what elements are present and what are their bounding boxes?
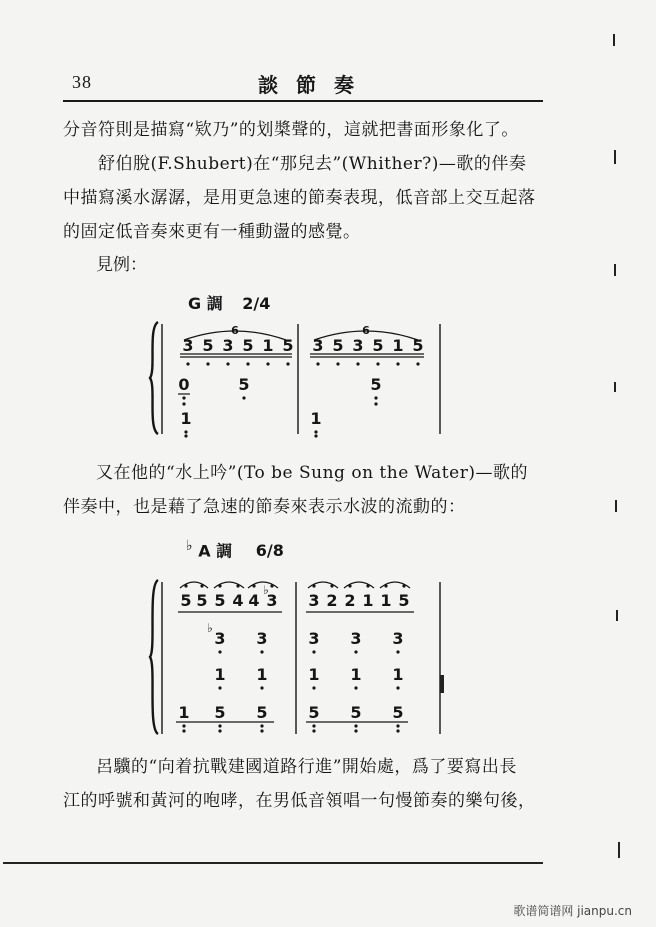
note: 5 xyxy=(282,336,294,355)
octave-dot xyxy=(260,724,263,727)
running-title: 談節奏 xyxy=(258,73,372,97)
octave-dot xyxy=(218,686,221,689)
note: 5 xyxy=(412,336,424,355)
paragraph-4 xyxy=(63,750,536,818)
site-watermark: 歌谱简谱网 jianpu.cn xyxy=(513,904,632,918)
note: 1 xyxy=(308,665,320,684)
paragraph-line: 中描寫溪水潺潺，是用更急速的節奏表現，低音部上交互起落 xyxy=(63,188,536,208)
note: 1 xyxy=(256,665,268,684)
note: 5 xyxy=(214,703,226,722)
octave-dot xyxy=(374,396,377,399)
scan-mark xyxy=(613,34,615,46)
note: 1 xyxy=(350,665,362,684)
octave-dot xyxy=(218,650,221,653)
note: 3 xyxy=(256,629,268,648)
system-brace xyxy=(150,322,158,434)
note: 1 xyxy=(392,665,404,684)
note: 4 xyxy=(248,591,260,610)
slur xyxy=(214,582,244,588)
paragraph-line: 舒伯脫(F.Shubert)在“那兒去”(Whither?)—歌的伴奏 xyxy=(98,154,527,174)
flat-sign: ♭ xyxy=(186,538,193,554)
time-signature: 2/4 xyxy=(242,294,271,313)
note: 3 xyxy=(392,629,404,648)
example-label: 見例： xyxy=(96,255,147,275)
octave-dot xyxy=(266,362,269,365)
notation-example-2 xyxy=(150,574,450,734)
note: 5 xyxy=(370,375,382,394)
paragraph-3 xyxy=(63,456,528,524)
octave-dot xyxy=(354,729,357,732)
note: 2 xyxy=(326,591,338,610)
octave-dot xyxy=(312,686,315,689)
note: 1 xyxy=(362,591,374,610)
slur xyxy=(180,582,208,588)
flat-sign: ♭ xyxy=(207,621,213,635)
tuplet-label: 6 xyxy=(231,324,239,337)
note: 5 xyxy=(242,336,254,355)
octave-dot xyxy=(336,362,339,365)
note: 5 xyxy=(350,703,362,722)
note: 5 xyxy=(332,336,344,355)
octave-dot xyxy=(312,650,315,653)
note: 3 xyxy=(182,336,194,355)
paragraph-line: 伴奏中，也是藉了急速的節奏來表示水波的流動的： xyxy=(63,497,466,517)
note: 3 xyxy=(266,591,278,610)
octave-dot xyxy=(312,724,315,727)
paragraph-line: 的固定低音奏來更有一種動盪的感覺。 xyxy=(63,222,361,242)
octave-dot xyxy=(182,724,185,727)
header-rule xyxy=(63,100,543,102)
scan-mark xyxy=(618,842,620,858)
octave-dot xyxy=(184,434,187,437)
note: 4 xyxy=(232,591,244,610)
octave-dot xyxy=(206,362,209,365)
note: 5 xyxy=(214,591,226,610)
note: 1 xyxy=(178,703,190,722)
note: 5 xyxy=(238,375,250,394)
note: 5 xyxy=(392,703,404,722)
note: 1 xyxy=(180,409,192,428)
octave-dot xyxy=(312,729,315,732)
octave-dot xyxy=(218,724,221,727)
note: 1 xyxy=(380,591,392,610)
note: 1 xyxy=(214,665,226,684)
octave-dot xyxy=(260,650,263,653)
note: 3 xyxy=(308,629,320,648)
octave-dot xyxy=(186,362,189,365)
note: 5 xyxy=(180,591,192,610)
octave-dot xyxy=(374,402,377,405)
key-label: G 調 xyxy=(188,294,223,313)
time-signature: 6/8 xyxy=(255,541,284,561)
note: 5 xyxy=(308,703,320,722)
note: 1 xyxy=(310,409,322,428)
octave-dot xyxy=(396,724,399,727)
key-label: A 調 xyxy=(198,541,233,561)
slur xyxy=(308,582,338,588)
scan-mark xyxy=(616,610,618,621)
octave-dot xyxy=(396,729,399,732)
notation-example-1 xyxy=(150,318,450,438)
octave-dot xyxy=(416,362,419,365)
note: 3 xyxy=(352,336,364,355)
note: 3 xyxy=(214,629,226,648)
note: 3 xyxy=(222,336,234,355)
paragraph-line: 呂驥的“向着抗戰建國道路行進”開始處，爲了要寫出長 xyxy=(96,757,517,777)
octave-dot xyxy=(182,402,185,405)
octave-dot xyxy=(246,362,249,365)
paragraph-2 xyxy=(63,147,536,249)
octave-dot xyxy=(218,729,221,732)
octave-dot xyxy=(354,724,357,727)
octave-dot xyxy=(396,362,399,365)
octave-dot xyxy=(182,729,185,732)
octave-dot xyxy=(316,362,319,365)
octave-dot xyxy=(376,362,379,365)
scan-mark xyxy=(614,264,616,276)
paragraph-line: 又在他的“水上吟”(To be Sung on the Water)—歌的 xyxy=(96,463,528,483)
example-2-key xyxy=(186,538,284,561)
octave-dot xyxy=(356,362,359,365)
note: 5 xyxy=(196,591,208,610)
octave-dot xyxy=(396,650,399,653)
octave-dot xyxy=(396,686,399,689)
system-brace xyxy=(150,580,158,734)
octave-dot xyxy=(354,686,357,689)
example-1-key xyxy=(188,291,270,314)
octave-dot xyxy=(260,686,263,689)
octave-dot xyxy=(182,396,185,399)
note: 5 xyxy=(372,336,384,355)
slur xyxy=(344,582,374,588)
octave-dot xyxy=(184,430,187,433)
tuplet-label: 6 xyxy=(362,324,370,337)
note: 2 xyxy=(344,591,356,610)
slur xyxy=(380,582,410,588)
octave-dot xyxy=(354,650,357,653)
paragraph-1 xyxy=(63,113,519,147)
octave-dot xyxy=(286,362,289,365)
note: 3 xyxy=(350,629,362,648)
page-number: 38 xyxy=(72,72,92,92)
note: 1 xyxy=(262,336,274,355)
note: 5 xyxy=(256,703,268,722)
octave-dot xyxy=(226,362,229,365)
note: 3 xyxy=(312,336,324,355)
paragraph-line: 江的呼號和黃河的咆哮，在男低音領唱一句慢節奏的樂句後， xyxy=(63,791,536,811)
note: 3 xyxy=(308,591,320,610)
scan-mark xyxy=(614,382,616,392)
scan-mark xyxy=(614,150,616,164)
scan-mark xyxy=(615,500,617,512)
note: 5 xyxy=(202,336,214,355)
note: 0 xyxy=(178,375,190,394)
octave-dot xyxy=(314,434,317,437)
octave-dot xyxy=(260,729,263,732)
note: 5 xyxy=(398,591,410,610)
scan-mark xyxy=(440,675,444,693)
paragraph-line: 分音符則是描寫“欵乃”的划槳聲的，這就把書面形象化了。 xyxy=(63,120,519,140)
note: 1 xyxy=(392,336,404,355)
flat-sign: ♭ xyxy=(263,583,269,597)
octave-dot xyxy=(242,396,245,399)
page-edge xyxy=(3,862,543,864)
octave-dot xyxy=(314,430,317,433)
